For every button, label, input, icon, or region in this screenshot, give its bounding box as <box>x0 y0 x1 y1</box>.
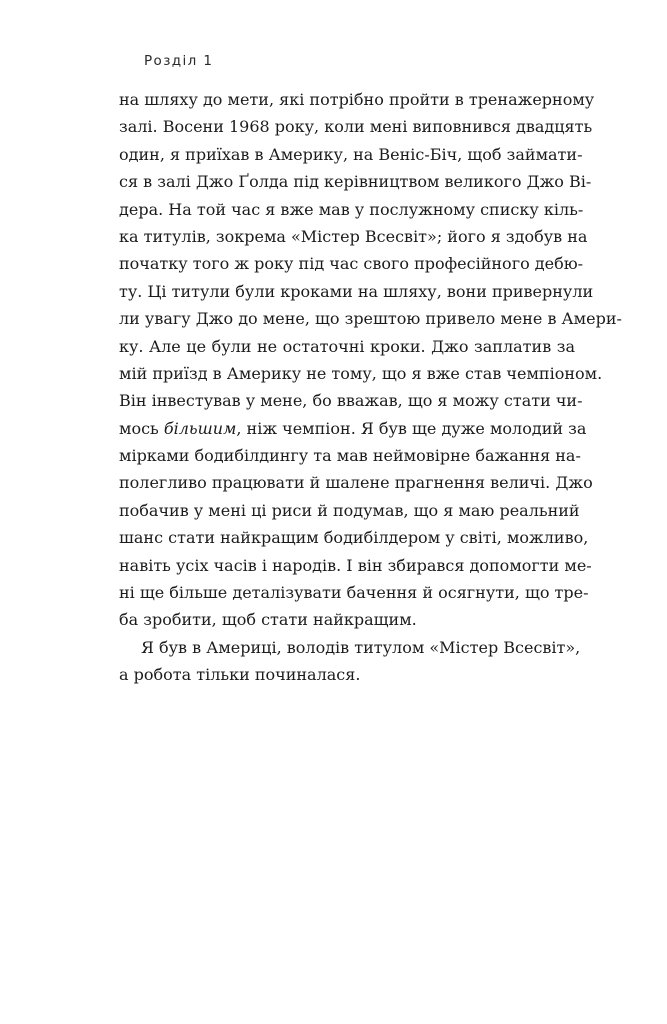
text-line: один, я приїхав в Америку, на Веніс-Біч, щоб займати- <box>119 144 583 164</box>
text-line: ба зробити, щоб стати найкращим. <box>119 610 417 630</box>
text-line: полегливо працювати й шалене прагнення величі. Джо <box>119 473 593 493</box>
italic-word: більшим <box>163 418 237 438</box>
text-segment: мось <box>119 418 164 438</box>
text-line: початку того ж року під час свого професійного дебю- <box>119 254 584 274</box>
text-line: мій приїзд в Америку не тому, що я вже став чемпіоном. <box>119 363 603 383</box>
text-line: ту. Ці титули були кроками на шляху, вони привернули <box>119 281 594 301</box>
text-line: ка титулів, зокрема «Містер Всесвіт»; його я здобув на <box>119 226 588 246</box>
text-line: на шляху до мети, які потрібно пройти в тренажерному <box>119 90 595 109</box>
text-segment: , ніж чемпіон. Я був ще дуже молодий за <box>236 418 587 438</box>
text-line: ку. Але це були не остаточні кроки. Джо заплатив за <box>119 336 575 356</box>
text-line-with-italic <box>119 415 587 442</box>
text-line: а робота тільки починалася. <box>119 665 361 685</box>
body-text <box>119 86 622 689</box>
text-line: ли увагу Джо до мене, що зрештою привело мене в Амери- <box>119 309 622 329</box>
text-line: Я був в Америці, володів титулом «Містер Всесвіт», <box>141 637 581 657</box>
text-line: ні ще більше деталізувати бачення й осягнути, що тре- <box>119 583 589 603</box>
text-line: залі. Восени 1968 року, коли мені виповнився двадцять <box>119 117 593 137</box>
text-line: побачив у мені ці риси й подумав, що я маю реальний <box>119 500 580 520</box>
text-line: мірками бодибілдингу та мав неймовірне бажання на- <box>119 446 581 466</box>
text-line: шанс стати найкращим бодибілдером у світі, можливо, <box>119 528 589 548</box>
text-line: ся в залі Джо Ґолда під керівництвом великого Джо Ві- <box>119 172 592 192</box>
text-line: навіть усіх часів і народів. І він збирався допомогти ме- <box>119 555 592 575</box>
text-line: Він інвестував у мене, бо вважав, що я можу стати чи- <box>119 391 583 411</box>
text-line: дера. На той час я вже мав у послужному списку кіль- <box>119 199 584 219</box>
running-head: Розділ 1 <box>144 53 214 69</box>
